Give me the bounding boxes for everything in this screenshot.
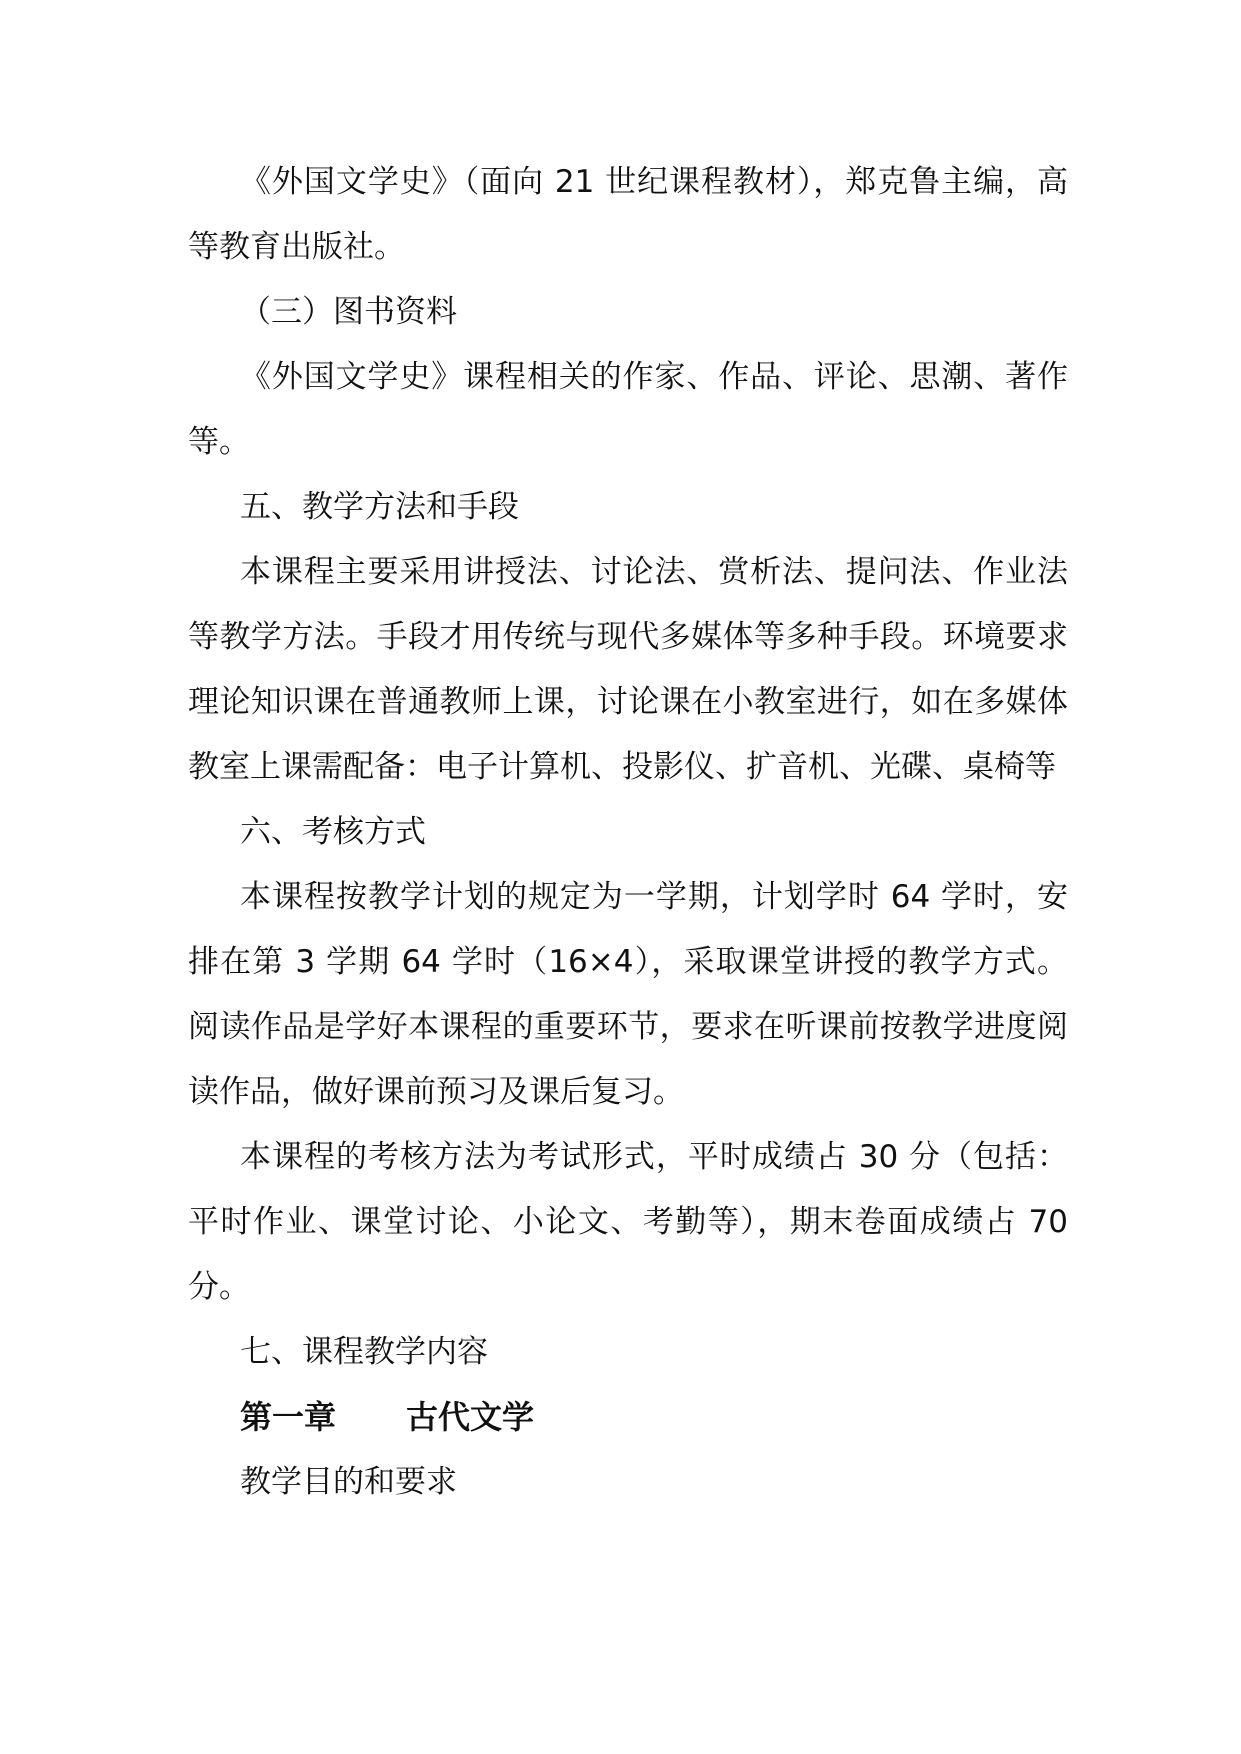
paragraph-assessment-method: 本课程的考核方法为考试形式，平时成绩占 30 分（包括：平时作业、课堂讨论、小论文、考勤等），期末卷面成绩占 70 分。 <box>188 1139 1068 1305</box>
paragraph-teaching-methods: 本课程主要采用讲授法、讨论法、赏析法、提问法、作业法等教学方法。手段才用传统与现代多媒体等多种手段。环境要求理论知识课在普通教师上课，讨论课在小教室进行，如在多媒体教室上课需配备：电子计算机、投影仪、扩音机、光碟、桌椅等 <box>188 554 1068 785</box>
heading-library-materials: （三）图书资料 <box>240 294 457 330</box>
paragraph-textbook: 《外国文学史》（面向 21 世纪课程教材），郑克鲁主编，高等教育出版社。 <box>188 164 1068 265</box>
heading-teaching-methods: 五、教学方法和手段 <box>240 489 519 525</box>
paragraph-assessment-schedule: 本课程按教学计划的规定为一学期，计划学时 64 学时，安排在第 3 学期 64 学时（16×4），采取课堂讲授的教学方式。阅读作品是学好本课程的重要环节，要求在听课前按教学进度阅读作品，做好课前预习及课后复习。 <box>188 879 1068 1110</box>
chapter-title: 古代文学 <box>406 1398 535 1436</box>
heading-course-content: 七、课程教学内容 <box>240 1334 488 1370</box>
chapter-heading <box>188 1385 1068 1450</box>
paragraph-reference-materials: 《外国文学史》课程相关的作家、作品、评论、思潮、著作等。 <box>188 359 1068 460</box>
heading-objectives: 教学目的和要求 <box>240 1464 457 1500</box>
chapter-number: 第一章 <box>240 1398 337 1436</box>
document-body <box>188 150 1068 1515</box>
heading-assessment: 六、考核方式 <box>240 814 426 850</box>
